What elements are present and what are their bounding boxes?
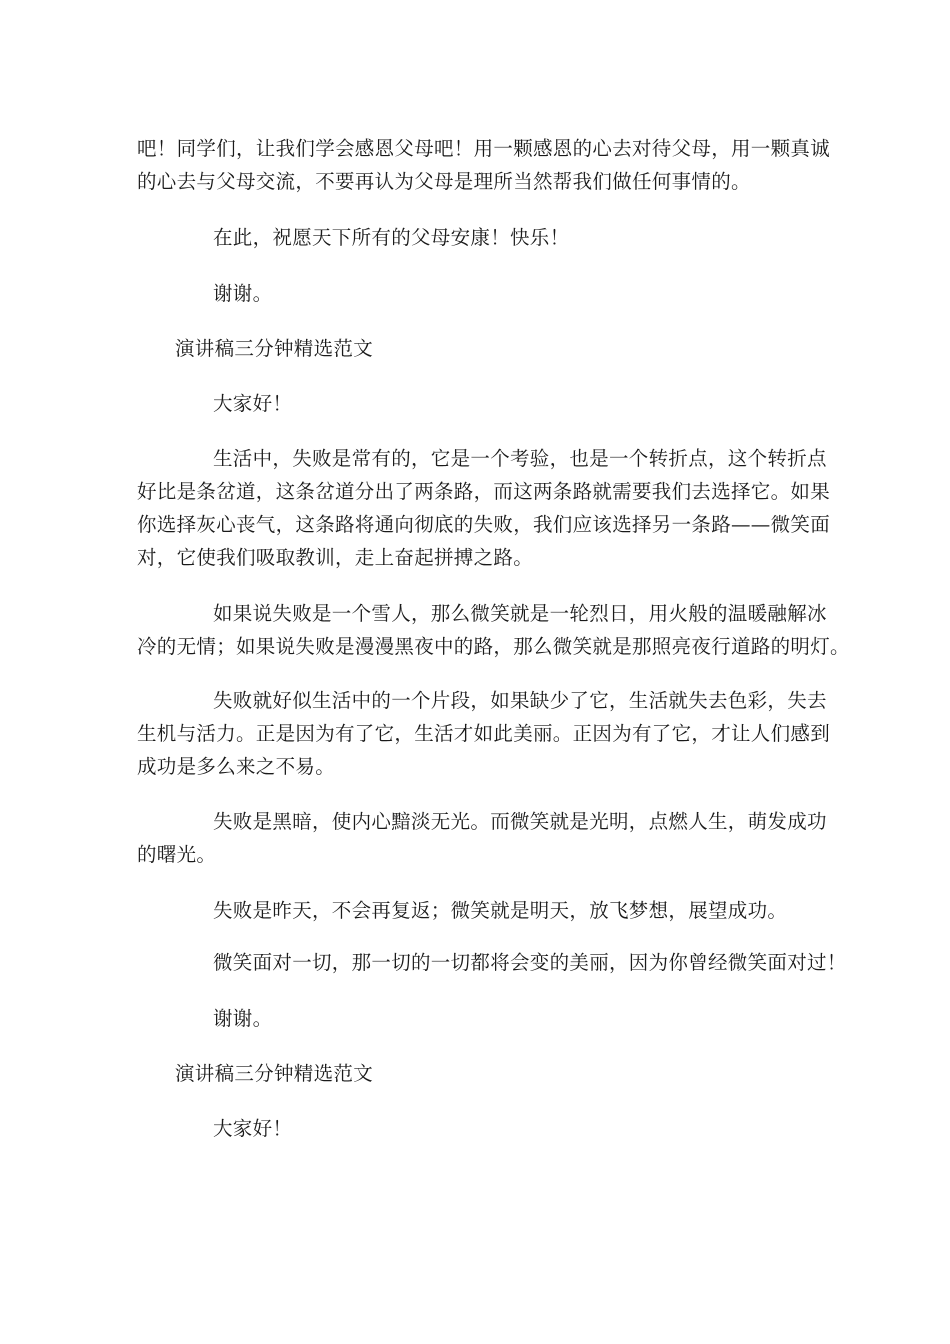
paragraph-greeting-2 <box>137 1112 822 1145</box>
section-heading-1 <box>137 332 822 365</box>
paragraph-life-fragment <box>137 684 831 783</box>
text-line: 生活中，失败是常有的，它是一个考验，也是一个转折点，这个转折点 <box>213 447 827 470</box>
paragraph-failure-turning-point <box>137 442 831 574</box>
paragraph-blessing <box>137 221 822 254</box>
text-line: 好比是条岔道，这条岔道分出了两条路，而这两条路就需要我们去选择它。如果 <box>137 480 831 503</box>
text-line: 成功是多么来之不易。 <box>137 755 336 778</box>
text-line: 的曙光。 <box>137 843 217 866</box>
text-line: 谢谢。 <box>213 282 273 305</box>
paragraph-smile-face-all <box>137 946 847 979</box>
text-line: 如果说失败是一个雪人，那么微笑就是一轮烈日，用火般的温暖融解冰 <box>213 602 827 625</box>
section-title: 演讲稿三分钟精选范文 <box>175 1062 374 1085</box>
text-line: 的心去与父母交流，不要再认为父母是理所当然帮我们做任何事情的。 <box>137 170 751 193</box>
paragraph-thanks-2 <box>137 1002 822 1035</box>
section-title: 演讲稿三分钟精选范文 <box>175 337 374 360</box>
paragraph-thanks-1 <box>137 277 822 310</box>
text-line: 吧！同学们，让我们学会感恩父母吧！用一颗感恩的心去对待父母，用一颗真诚 <box>137 137 831 160</box>
text-line: 微笑面对一切，那一切的一切都将会变的美丽，因为你曾经微笑面对过！ <box>213 951 847 974</box>
text-line: 大家好！ <box>213 392 293 415</box>
text-line: 失败是昨天，不会再复返；微笑就是明天，放飞梦想，展望成功。 <box>213 899 788 922</box>
text-line: 生机与活力。正是因为有了它，生活才如此美丽。正因为有了它，才让人们感到 <box>137 722 831 745</box>
text-line: 在此，祝愿天下所有的父母安康！快乐！ <box>213 226 570 249</box>
text-line: 冷的无情；如果说失败是漫漫黑夜中的路，那么微笑就是那照亮夜行道路的明灯。 <box>137 635 850 658</box>
paragraph-greeting-1 <box>137 387 822 420</box>
section-heading-2 <box>137 1057 822 1090</box>
text-line: 大家好！ <box>213 1117 293 1140</box>
paragraph-gratitude-closing <box>137 132 831 198</box>
text-line: 谢谢。 <box>213 1007 273 1030</box>
paragraph-snowman-sun <box>137 597 850 663</box>
paragraph-yesterday-tomorrow <box>137 894 822 927</box>
text-line: 失败就好似生活中的一个片段，如果缺少了它，生活就失去色彩，失去 <box>213 689 827 712</box>
text-line: 你选择灰心丧气，这条路将通向彻底的失败，我们应该选择另一条路——微笑面 <box>137 513 831 536</box>
text-line: 失败是黑暗，使内心黯淡无光。而微笑就是光明，点燃人生，萌发成功 <box>213 810 827 833</box>
paragraph-darkness-light <box>137 805 827 871</box>
text-line: 对，它使我们吸取教训，走上奋起拼搏之路。 <box>137 546 534 569</box>
